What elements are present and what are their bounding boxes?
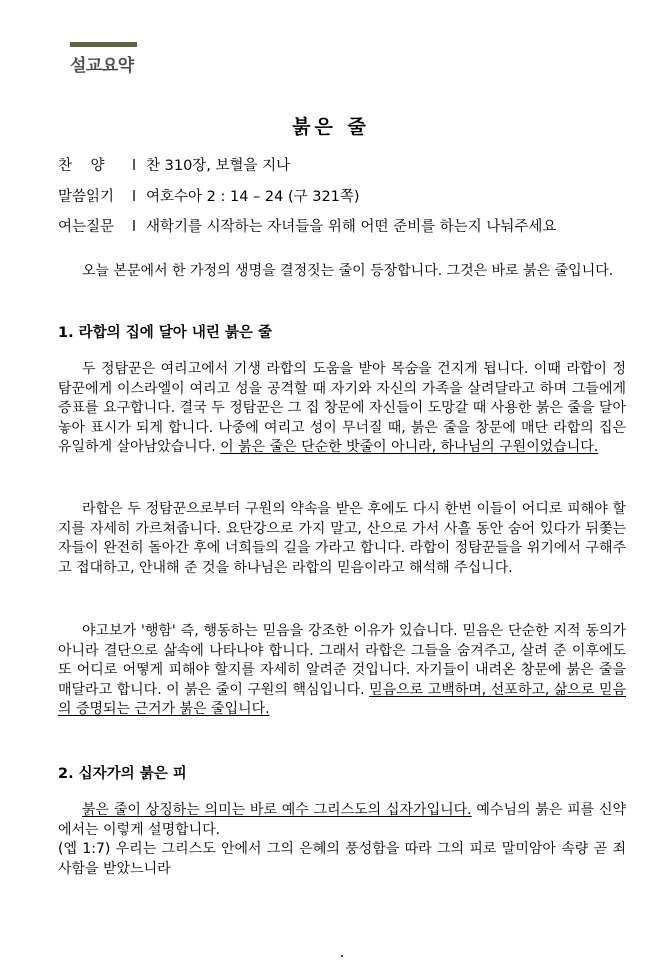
section-1-p1-emphasis: 이 붉은 줄은 단순한 밧줄이 아니라, 하나님의 구원이었습니다. [220,439,599,455]
meta-question [58,215,556,236]
meta-scripture-value: 여호수아 2 : 14 – 24 (구 321쪽) [146,189,360,205]
meta-separator: l [132,219,137,235]
section-1-heading: 1. 라합의 집에 달아 내린 붉은 줄 [58,325,272,341]
section-1-paragraph-2 [58,500,626,578]
meta-hymn [58,154,290,175]
meta-scripture-label: 말씀읽기 [58,189,115,205]
section-1-paragraph-1 [58,360,626,458]
section-2-p1-emphasis: 붉은 줄이 상징하는 의미는 바로 예수 그리스도의 십자가입니다. [82,802,472,818]
meta-question-value: 새학기를 시작하는 자녀들을 위해 어떤 준비를 하는지 나눠주세요 [146,219,557,235]
section-2-p1-text: 예수님의 붉은 피를 신약에서는 이렇게 설명합니다. [58,802,626,838]
meta-hymn-label: 찬 양 [58,158,105,174]
section-1-p3-emphasis: 믿음으로 고백하며, 선포하고, 삶으로 믿음의 증명되는 근거가 붉은 줄입니다. [58,681,626,717]
section-1-p1-text: 두 정탐꾼은 여리고에서 기생 라합의 도움을 받아 목숨을 건지게 됩니다. 이때 라합이 정탐꾼에게 이스라엘이 여리고 성을 공격할 때 자기와 자신의 가족을 살려달라고 하며 그들에게 증표를 요구합니다. 결국 두 정탐꾼은 그 집 창문에 자신들이 도망갈 때 사용한 붉은 줄을 달아 놓아 표시가 되게 합니다. 나중에 여리고 성이 무너질 때, 붉은 줄을 창문에 매단 라합의 집은 유일하게 살아남았습니다. [58,361,626,455]
sermon-title: 붉은 줄 [292,116,370,138]
section-2-verse: (엡 1:7) 우리는 그리스도 안에서 그의 은혜의 풍성함을 따라 그의 피로 말미암아 속량 곧 죄 사함을 받았느니라 [58,841,626,877]
section-1-paragraph-3 [58,622,626,720]
header-label: 설교요약 [70,56,134,76]
section-1-p2-text: 라합은 두 정탐꾼으로부터 구원의 약속을 받은 후에도 다시 한번 이들이 어디로 피해야 할지를 자세히 가르쳐줍니다. 요단강으로 가지 말고, 산으로 가서 사흘 동안 숨어 있다가 뒤쫓는 자들이 완전히 돌아간 후에 너희들의 길을 가라고 합니다. 라합이 정탐꾼들을 위기에서 구해주고 접대하고, 안내해 준 것을 하나님은 라합의 믿음이라고 해석해 주십니다. [58,501,626,576]
meta-separator: l [132,158,137,174]
meta-question-label: 여는질문 [58,219,115,235]
section-2-paragraph-1 [58,801,626,879]
header-accent-bar [70,42,137,47]
meta-hymn-value: 찬 310장, 보혈을 지나 [146,158,291,174]
meta-separator: l [132,189,137,205]
intro-paragraph [58,262,626,282]
section-1-p3-text: 야고보가 '행함' 즉, 행동하는 믿음을 강조한 이유가 있습니다. 믿음은 단순한 지적 동의가 아니라 결단으로 삶속에 나타나야 합니다. 그래서 라합은 그들을 숨겨주고, 살려 준 이후에도 또 어디로 어떻게 피해야 할지를 자세히 알려준 것입니다. 자기들이 내려온 창문에 붉은 줄을 매달라고 합니다. 이 붉은 줄이 구원의 핵심입니다. [58,623,626,698]
page-marker [341,955,343,957]
meta-scripture [58,185,360,206]
intro-text: 오늘 본문에서 한 가정의 생명을 결정짓는 줄이 등장합니다. 그것은 바로 붉은 줄입니다. [82,263,614,279]
section-2-heading: 2. 십자가의 붉은 피 [58,766,187,782]
